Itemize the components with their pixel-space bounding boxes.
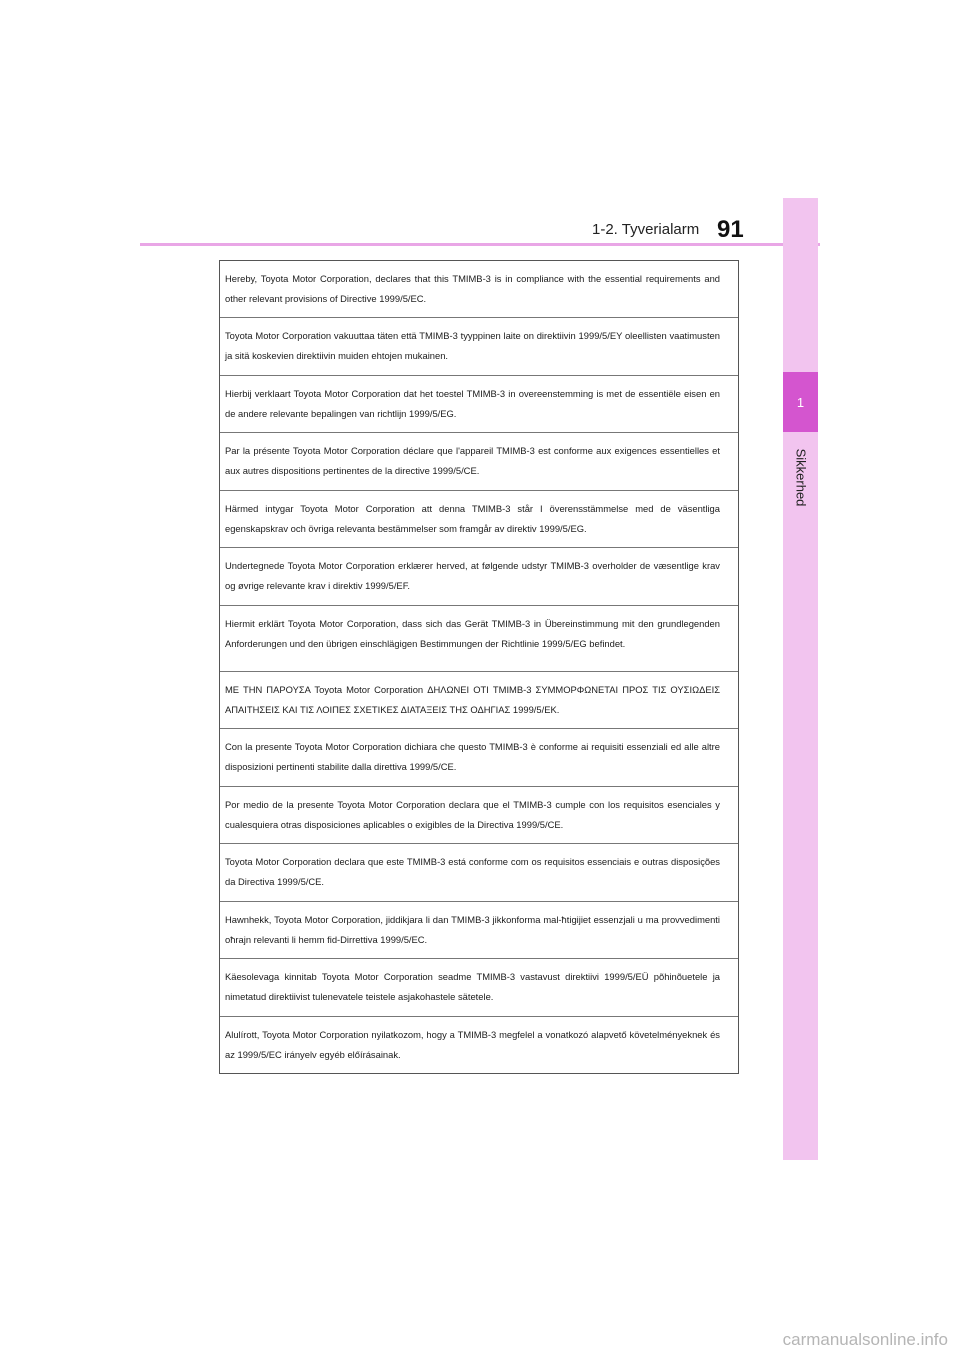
chapter-side-tab bbox=[783, 198, 818, 1160]
declaration-nl: Hierbij verklaart Toyota Motor Corporation dat het toestel TMIMB-3 in overeenstemming is met de essentiële eisen en de andere relevante bepalingen van richtlijn 1999/5/EG. bbox=[220, 376, 738, 433]
page-number: 91 bbox=[717, 216, 744, 243]
declaration-hu: Alulírott, Toyota Motor Corporation nyilatkozom, hogy a TMIMB-3 megfelel a vonatkozó alapvető követelményeknek és az 1999/5/EC irányelv egyéb előírásainak. bbox=[225, 1028, 720, 1060]
watermark-text: carmanualsonline.info bbox=[782, 1330, 948, 1349]
declaration-pt: Toyota Motor Corporation declara que este TMIMB-3 está conforme com os requisitos essenciais e outras disposições da Directiva 1999/5/CE. bbox=[220, 844, 738, 901]
chapter-number-tab[interactable]: 1 bbox=[783, 372, 818, 432]
declaration-es: Por medio de la presente Toyota Motor Corporation declara que el TMIMB-3 cumple con los requisitos esenciales y cualesquiera otras disposiciones aplicables o exigibles de la Directiva 1999/5/CE. bbox=[220, 787, 738, 844]
declaration-el: ΜΕ ΤΗΝ ΠΑΡΟΥΣΑ Toyota Motor Corporation ΔΗΛΩΝΕΙ ΟΤΙ TMIMB-3 ΣΥΜΜΟΡΦΩΝΕΤΑΙ ΠΡΟΣ ΤΙΣ ΟΥΣΙΩΔΕΙΣ ΑΠΑΙΤΗΣΕΙΣ ΚΑΙ ΤΙΣ ΛΟΙΠΕΣ ΣΧΕΤΙΚΕΣ ΔΙΑΤΑΞΕΙΣ ΤΗΣ ΟΔΗΓΙΑΣ 1999/5/ΕΚ. bbox=[220, 672, 738, 729]
declaration-it: Con la presente Toyota Motor Corporation dichiara che questo TMIMB-3 è conforme ai requisiti essenziali ed alle altre disposizioni pertinenti stabilite dalla direttiva 1999/5/CE. bbox=[220, 729, 738, 786]
declaration-fr: Par la présente Toyota Motor Corporation déclare que l'appareil TMIMB-3 est conforme aux exigences essentielles et aux autres dispositions pertinentes de la directive 1999/5/CE. bbox=[220, 433, 738, 490]
declaration-da: Undertegnede Toyota Motor Corporation erklærer herved, at følgende udstyr TMIMB-3 overholder de væsentlige krav og øvrige relevante krav i direktiv 1999/5/EF. bbox=[220, 548, 738, 605]
declaration-de: Hiermit erklärt Toyota Motor Corporation, dass sich das Gerät TMIMB-3 in Übereinstimmung mit den grundlegenden Anforderungen und den übrigen einschlägigen Bestimmungen der Richtlinie 1999/5/EG befindet. bbox=[220, 606, 738, 672]
declaration-table bbox=[219, 260, 739, 1074]
chapter-label bbox=[783, 432, 818, 522]
section-title: 1-2. Tyverialarm bbox=[592, 221, 700, 238]
chapter-label-text: Sikkerhed bbox=[793, 448, 808, 506]
declaration-en: Hereby, Toyota Motor Corporation, declares that this TMIMB-3 is in compliance with the essential requirements and other relevant provisions of Directive 1999/5/EC. bbox=[220, 261, 738, 318]
declaration-fi: Toyota Motor Corporation vakuuttaa täten että TMIMB-3 tyyppinen laite on direktiivin 1999/5/EY oleellisten vaatimusten ja sitä koskevien direktiivin muiden ehtojen mukainen. bbox=[220, 318, 738, 375]
declaration-mt: Hawnhekk, Toyota Motor Corporation, jiddikjara li dan TMIMB-3 jikkonforma mal-ħtigijiet essenzjali u ma provvedimenti oħrajn relevanti li hemm fid-Dirrettiva 1999/5/EC. bbox=[220, 902, 738, 959]
declaration-sv: Härmed intygar Toyota Motor Corporation att denna TMIMB-3 står I överensstämmelse med de väsentliga egenskapskrav och övriga relevanta bestämmelser som framgår av direktiv 1999/5/EG. bbox=[220, 491, 738, 548]
declaration-et: Käesolevaga kinnitab Toyota Motor Corporation seadme TMIMB-3 vastavust direktiivi 1999/5/EÜ põhinõuetele ja nimetatud direktiivist tulenevatele teistele asjakohastele sätetele. bbox=[220, 959, 738, 1016]
